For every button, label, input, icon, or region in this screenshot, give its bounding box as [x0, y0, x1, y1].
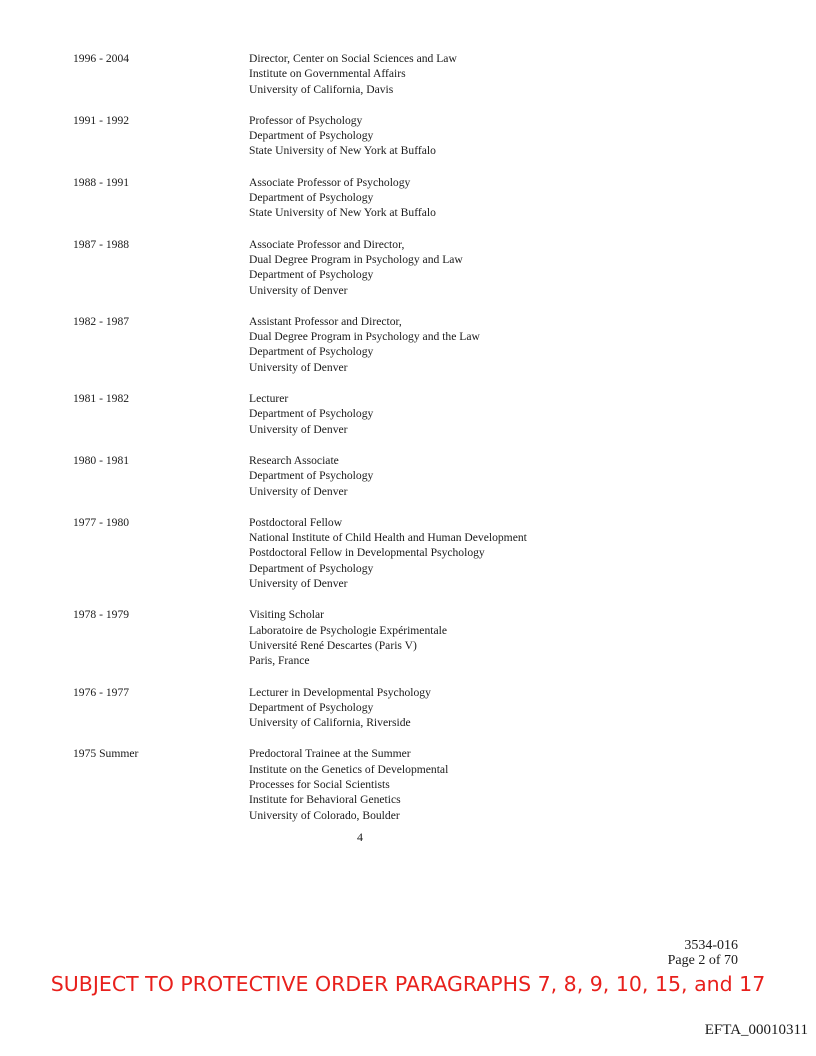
document-id: 3534-016 — [684, 938, 738, 953]
entry-line: Dual Degree Program in Psychology and Law — [249, 252, 463, 266]
entry-date: 1996 - 2004 — [73, 52, 130, 65]
entry-date: 1980 - 1981 — [73, 453, 130, 467]
entry-line: Department of Psychology — [249, 407, 374, 421]
entry-line: Department of Psychology — [249, 469, 374, 483]
cv-entry — [73, 51, 753, 97]
entry-date: 1982 - 1987 — [73, 314, 130, 328]
entry-line: Institute on the Genetics of Developmental — [249, 762, 449, 776]
document-stamp — [668, 938, 738, 968]
cv-entry — [73, 175, 753, 221]
entry-details — [249, 113, 753, 159]
bates-number: EFTA_00010311 — [704, 1022, 808, 1038]
entry-line: University of Colorado, Boulder — [249, 808, 400, 822]
entry-line: University of California, Riverside — [249, 716, 411, 730]
entry-details — [249, 314, 753, 375]
entry-line: University of Denver — [249, 360, 348, 374]
entry-line: Department of Psychology — [249, 345, 374, 359]
entry-line: Associate Professor and Director, — [249, 237, 405, 251]
entry-date: 1977 - 1980 — [73, 515, 130, 529]
entry-date: 1975 Summer — [73, 747, 139, 761]
entry-line: Department of Psychology — [249, 561, 374, 575]
entry-details — [249, 391, 753, 437]
entry-line: University of California, Davis — [249, 82, 394, 96]
entry-details — [249, 607, 753, 668]
entry-line: Director, Center on Social Sciences and Law — [249, 52, 457, 65]
cv-entry — [73, 237, 753, 298]
entry-details — [249, 175, 753, 221]
entry-details — [249, 237, 753, 298]
entry-line: Dual Degree Program in Psychology and the Law — [249, 330, 480, 344]
entry-date: 1976 - 1977 — [73, 685, 130, 699]
entry-line: State University of New York at Buffalo — [249, 206, 436, 220]
entry-line: Department of Psychology — [249, 268, 374, 282]
entry-line: Postdoctoral Fellow in Developmental Psychology — [249, 546, 485, 560]
entry-line: Assistant Professor and Director, — [249, 314, 402, 328]
entry-details — [249, 746, 753, 822]
cv-entry — [73, 607, 753, 668]
entry-date: 1978 - 1979 — [73, 608, 130, 622]
entry-details — [249, 515, 753, 591]
entry-line: Laboratoire de Psychologie Expérimentale — [249, 623, 447, 637]
cv-entry — [73, 515, 753, 591]
cv-entry — [73, 314, 753, 375]
entry-line: Lecturer in Developmental Psychology — [249, 685, 431, 699]
cv-employment-list — [73, 51, 753, 839]
entry-line: Postdoctoral Fellow — [249, 515, 343, 529]
cv-entry — [73, 391, 753, 437]
entry-details — [249, 685, 753, 731]
entry-line: University of Denver — [249, 484, 348, 498]
entry-date: 1991 - 1992 — [73, 113, 130, 127]
entry-line: Research Associate — [249, 453, 339, 467]
page-of-label: Page 2 of 70 — [667, 953, 738, 968]
cv-entry — [73, 113, 753, 159]
entry-line: Institute for Behavioral Genetics — [249, 793, 401, 807]
cv-entry — [73, 453, 753, 499]
entry-line: Department of Psychology — [249, 129, 374, 143]
entry-line: Processes for Social Scientists — [249, 777, 390, 791]
cv-entry — [73, 685, 753, 731]
entry-line: Professor of Psychology — [249, 113, 363, 127]
page-number: 4 — [357, 830, 363, 844]
entry-line: Visiting Scholar — [249, 608, 324, 622]
entry-line: National Institute of Child Health and Human Development — [249, 531, 527, 545]
entry-details — [249, 51, 753, 97]
entry-date: 1987 - 1988 — [73, 237, 130, 251]
entry-line: Predoctoral Trainee at the Summer — [249, 747, 411, 761]
entry-line: Université René Descartes (Paris V) — [249, 638, 417, 652]
cv-entry — [73, 746, 753, 822]
entry-date: 1981 - 1982 — [73, 392, 130, 406]
entry-line: Department of Psychology — [249, 700, 374, 714]
entry-line: Lecturer — [249, 392, 289, 406]
entry-line: Associate Professor of Psychology — [249, 175, 411, 189]
entry-line: Institute on Governmental Affairs — [249, 67, 406, 81]
entry-line: University of Denver — [249, 422, 348, 436]
entry-line: University of Denver — [249, 283, 348, 297]
entry-line: Paris, France — [249, 654, 310, 668]
entry-line: University of Denver — [249, 577, 348, 591]
entry-details — [249, 453, 753, 499]
entry-line: Department of Psychology — [249, 191, 374, 205]
protective-order-notice: SUBJECT TO PROTECTIVE ORDER PARAGRAPHS 7, 8, 9, 10, 15, and 17 — [50, 972, 766, 996]
entry-line: State University of New York at Buffalo — [249, 144, 436, 158]
entry-date: 1988 - 1991 — [73, 175, 130, 189]
